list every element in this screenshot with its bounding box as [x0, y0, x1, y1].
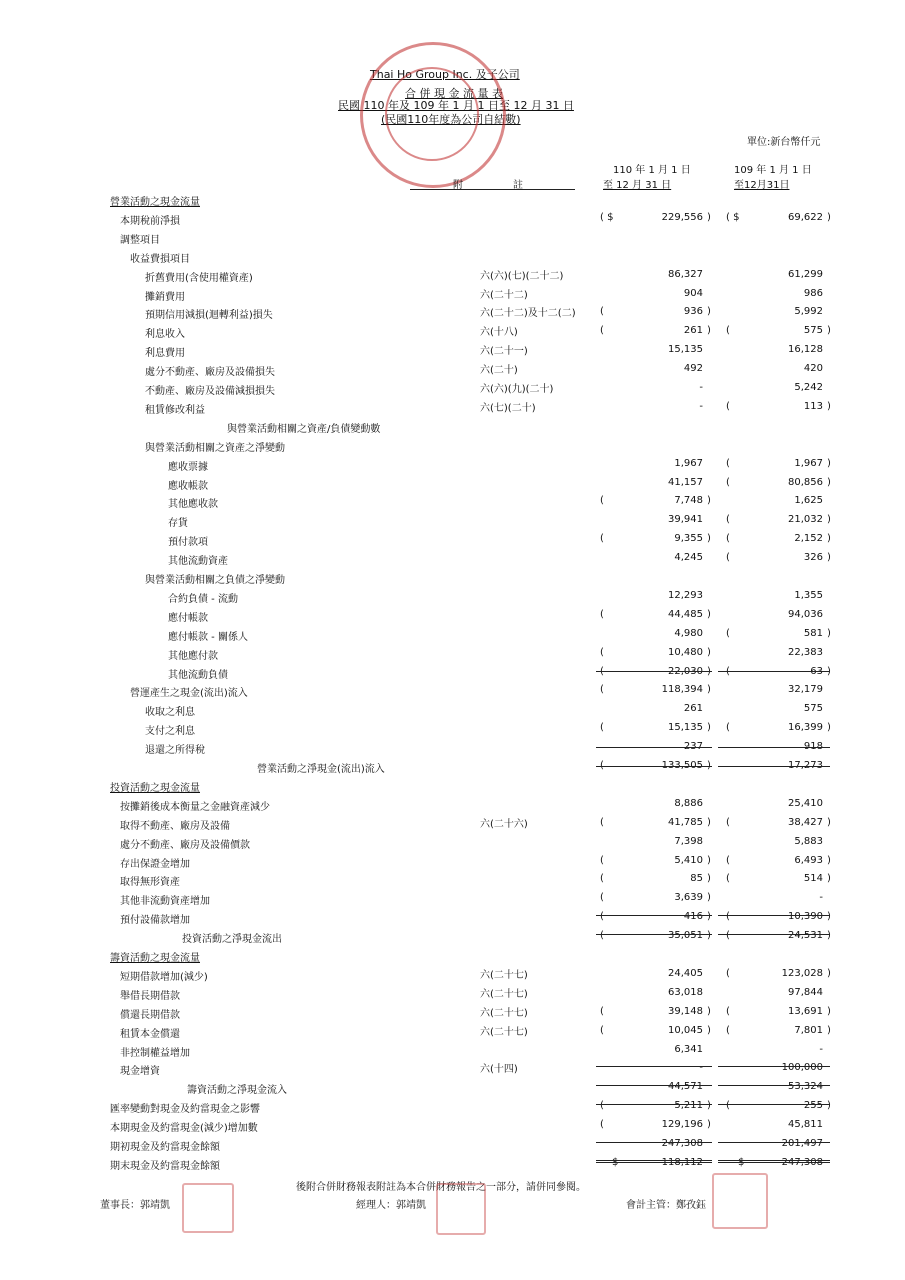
close-paren: ) [707, 212, 711, 223]
row-label: 應付帳款 [168, 613, 208, 624]
close-paren: ) [827, 968, 831, 979]
rule [596, 671, 712, 672]
close-paren: ) [707, 1006, 711, 1017]
close-paren: ) [707, 306, 711, 317]
rule [718, 1085, 830, 1086]
close-paren: ) [707, 1119, 711, 1130]
value-110: 1,967 [674, 458, 703, 469]
value-109: 2,152 [794, 533, 823, 544]
row-note: 六(十四) [480, 1064, 518, 1075]
manager-stamp-icon [436, 1183, 486, 1235]
col-110-header-2: 至 12 月 31 日 [603, 180, 672, 191]
close-paren: ) [827, 458, 831, 469]
close-paren: ) [827, 552, 831, 563]
open-paren: ( [726, 325, 730, 336]
value-109: 5,883 [794, 836, 823, 847]
period-title: 民國 110 年及 109 年 1 月 1 日至 12 月 31 日 [338, 99, 574, 112]
value-110: 4,980 [674, 628, 703, 639]
row-label: 取得無形資產 [120, 877, 180, 888]
col-110-header-1: 110 年 1 月 1 日 [613, 165, 691, 176]
row-label: 租賃修改利益 [145, 405, 205, 416]
row-label: 按攤銷後成本衡量之金融資產減少 [120, 802, 270, 813]
rule [596, 747, 712, 748]
value-110: 8,886 [674, 798, 703, 809]
open-paren: ( [726, 911, 730, 922]
close-paren: ) [707, 892, 711, 903]
value-110: 12,293 [668, 590, 703, 601]
value-110: 5,211 [674, 1100, 703, 1111]
col-109-header-1: 109 年 1 月 1 日 [734, 165, 812, 176]
close-paren: ) [707, 930, 711, 941]
close-paren: ) [707, 873, 711, 884]
row-label: 現金增資 [120, 1066, 160, 1077]
col-109-header-2: 至12月31日 [734, 180, 790, 191]
rule [596, 766, 712, 767]
rule [596, 1066, 712, 1067]
close-paren: ) [707, 495, 711, 506]
double-rule [596, 1160, 712, 1163]
row-label: 支付之利息 [145, 726, 195, 737]
value-109: 326 [803, 552, 823, 563]
open-paren: ( [600, 495, 604, 506]
value-109: 1,967 [794, 458, 823, 469]
close-paren: ) [827, 533, 831, 544]
value-110: 86,327 [668, 269, 703, 280]
value-109: 5,992 [794, 306, 823, 317]
close-paren: ) [827, 325, 831, 336]
row-label: 折舊費用(含使用權資產) [145, 273, 253, 284]
row-label: 處分不動產、廠房及設備價款 [120, 840, 250, 851]
statement-title: 合 併 現 金 流 量 表 [405, 87, 503, 100]
open-paren: ( [600, 647, 604, 658]
value-110: 44,485 [668, 609, 703, 620]
row-note: 六(二十七) [480, 1027, 528, 1038]
value-109: 38,427 [788, 817, 823, 828]
row-label: 預付款項 [168, 537, 208, 548]
row-label: 存貨 [168, 518, 188, 529]
row-label: 其他非流動資產增加 [120, 896, 210, 907]
value-110: 41,785 [668, 817, 703, 828]
rule [596, 1142, 712, 1143]
row-label: 存出保證金增加 [120, 859, 190, 870]
open-paren: ( [600, 892, 604, 903]
open-paren: ( [726, 873, 730, 884]
row-note: 六(二十七) [480, 970, 528, 981]
rule [718, 766, 830, 767]
dollar-sign: $ [612, 1157, 619, 1168]
value-109: 21,032 [788, 514, 823, 525]
open-paren: ( $ [726, 212, 740, 223]
value-110: 9,355 [674, 533, 703, 544]
close-paren: ) [827, 1100, 831, 1111]
value-110: - [699, 401, 703, 412]
company-name: Thai Ho Group Inc. 及子公司 [370, 68, 520, 81]
row-note: 六(七)(二十) [480, 403, 536, 414]
company-seal-icon [360, 42, 506, 188]
open-paren: ( [600, 1025, 604, 1036]
row-label: 應收帳款 [168, 481, 208, 492]
open-paren: ( [600, 760, 604, 771]
value-109: 80,856 [788, 477, 823, 488]
value-109: 97,844 [788, 987, 823, 998]
open-paren: ( [600, 911, 604, 922]
value-109: 17,273 [788, 760, 823, 771]
close-paren: ) [827, 1025, 831, 1036]
self-prepared-note: (民國110年度為公司自結數) [381, 113, 521, 126]
value-109: 100,000 [781, 1062, 823, 1073]
close-paren: ) [707, 647, 711, 658]
open-paren: ( [726, 1025, 730, 1036]
rule [596, 1085, 712, 1086]
value-110: - [699, 382, 703, 393]
close-paren: ) [827, 1006, 831, 1017]
chairman-signature: 董事長：郭靖凱 [100, 1200, 170, 1211]
row-note: 六(二十二) [480, 290, 528, 301]
value-109: 5,242 [794, 382, 823, 393]
value-109: 10,390 [788, 911, 823, 922]
close-paren: ) [827, 873, 831, 884]
close-paren: ) [707, 817, 711, 828]
open-paren: ( [726, 930, 730, 941]
rule [718, 915, 830, 916]
value-110: 129,196 [661, 1119, 703, 1130]
value-109: 45,811 [788, 1119, 823, 1130]
value-109: 16,128 [788, 344, 823, 355]
row-label: 利息收入 [145, 329, 185, 340]
dollar-sign: $ [738, 1157, 745, 1168]
row-label: 匯率變動對現金及約當現金之影響 [110, 1104, 260, 1115]
close-paren: ) [827, 911, 831, 922]
close-paren: ) [827, 628, 831, 639]
value-109: - [819, 892, 823, 903]
row-label: 預期信用減損(迴轉利益)損失 [145, 310, 273, 321]
manager-signature: 經理人：郭靖凱 [356, 1200, 426, 1211]
row-note: 六(二十二)及十二(二) [480, 308, 576, 319]
value-110: 416 [683, 911, 703, 922]
value-109: 25,410 [788, 798, 823, 809]
row-label: 租賃本金償還 [120, 1029, 180, 1040]
open-paren: ( [726, 855, 730, 866]
value-109: 1,625 [794, 495, 823, 506]
close-paren: ) [707, 722, 711, 733]
row-label: 收益費損項目 [130, 254, 190, 265]
close-paren: ) [707, 1100, 711, 1111]
close-paren: ) [707, 1025, 711, 1036]
value-110: 10,045 [668, 1025, 703, 1036]
open-paren: ( [726, 666, 730, 677]
rule [596, 1104, 712, 1105]
notes-column-header: 附 註 [453, 180, 523, 191]
currency-unit: 單位:新台幣仟元 [747, 137, 821, 148]
open-paren: ( [726, 1006, 730, 1017]
value-109: 113 [803, 401, 823, 412]
value-110: 44,571 [668, 1081, 703, 1092]
row-label: 償還長期借款 [120, 1010, 180, 1021]
value-109: 420 [803, 363, 823, 374]
value-110: - [699, 1062, 703, 1073]
value-110: 904 [683, 288, 703, 299]
open-paren: ( [600, 1100, 604, 1111]
row-label: 應收票據 [168, 462, 208, 473]
value-110: 3,639 [674, 892, 703, 903]
rule [718, 747, 830, 748]
rule [718, 1142, 830, 1143]
row-label: 舉借長期借款 [120, 991, 180, 1002]
rule [596, 934, 712, 935]
value-109: 24,531 [788, 930, 823, 941]
row-label: 期初現金及約當現金餘額 [110, 1142, 220, 1153]
open-paren: ( [600, 609, 604, 620]
close-paren: ) [827, 722, 831, 733]
open-paren: ( [726, 458, 730, 469]
open-paren: ( $ [600, 212, 614, 223]
row-label: 攤銷費用 [145, 292, 185, 303]
row-label: 利息費用 [145, 348, 185, 359]
close-paren: ) [827, 930, 831, 941]
close-paren: ) [827, 212, 831, 223]
close-paren: ) [707, 533, 711, 544]
row-label: 投資活動之淨現金流出 [182, 934, 282, 945]
value-109: 581 [803, 628, 823, 639]
close-paren: ) [707, 325, 711, 336]
value-109: 32,179 [788, 684, 823, 695]
open-paren: ( [726, 533, 730, 544]
value-110: 936 [683, 306, 703, 317]
value-110: 5,410 [674, 855, 703, 866]
value-109: 575 [803, 703, 823, 714]
row-label: 非控制權益增加 [120, 1048, 190, 1059]
value-109: 63 [810, 666, 823, 677]
value-110: 261 [683, 703, 703, 714]
value-110: 85 [690, 873, 703, 884]
accountant-stamp-icon [712, 1173, 768, 1229]
row-label: 其他流動資產 [168, 556, 228, 567]
row-label: 營業活動之淨現金(流出)流入 [257, 764, 385, 775]
value-110: 35,051 [668, 930, 703, 941]
value-110: 118,112 [661, 1157, 703, 1168]
open-paren: ( [600, 873, 604, 884]
open-paren: ( [600, 684, 604, 695]
chairman-stamp-icon [182, 1183, 234, 1233]
close-paren: ) [707, 760, 711, 771]
value-109: 16,399 [788, 722, 823, 733]
row-label: 收取之利息 [145, 707, 195, 718]
value-110: 237 [683, 741, 703, 752]
open-paren: ( [726, 817, 730, 828]
value-109: 123,028 [781, 968, 823, 979]
row-note: 六(二十一) [480, 346, 528, 357]
value-109: 514 [803, 873, 823, 884]
value-110: 133,505 [661, 760, 703, 771]
value-110: 261 [683, 325, 703, 336]
open-paren: ( [726, 1100, 730, 1111]
row-label: 籌資活動之現金流量 [110, 953, 200, 964]
value-109: - [819, 1044, 823, 1055]
close-paren: ) [827, 666, 831, 677]
close-paren: ) [707, 855, 711, 866]
row-note: 六(二十七) [480, 989, 528, 1000]
row-note: 六(二十) [480, 365, 518, 376]
row-label: 合約負債 - 流動 [168, 594, 238, 605]
row-label: 處分不動產、廠房及設備損失 [145, 367, 275, 378]
value-109: 13,691 [788, 1006, 823, 1017]
open-paren: ( [726, 552, 730, 563]
value-110: 118,394 [661, 684, 703, 695]
value-110: 7,398 [674, 836, 703, 847]
row-label: 退還之所得稅 [145, 745, 205, 756]
open-paren: ( [726, 514, 730, 525]
value-110: 492 [683, 363, 703, 374]
row-label: 營運產生之現金(流出)流入 [130, 688, 248, 699]
open-paren: ( [726, 401, 730, 412]
footer-note: 後附合併財務報表附註為本合併財務報告之一部分，請併同參閱。 [296, 1182, 586, 1193]
value-109: 6,493 [794, 855, 823, 866]
open-paren: ( [600, 533, 604, 544]
value-109: 94,036 [788, 609, 823, 620]
row-label: 其他流動負債 [168, 670, 228, 681]
close-paren: ) [827, 855, 831, 866]
open-paren: ( [600, 1006, 604, 1017]
row-label: 本期現金及約當現金(減少)增加數 [110, 1123, 258, 1134]
value-110: 63,018 [668, 987, 703, 998]
row-note: 六(六)(七)(二十二) [480, 271, 564, 282]
row-note: 六(十八) [480, 327, 518, 338]
open-paren: ( [600, 306, 604, 317]
value-110: 229,556 [661, 212, 703, 223]
value-109: 986 [803, 288, 823, 299]
close-paren: ) [827, 477, 831, 488]
row-label: 應付帳款 - 關係人 [168, 632, 248, 643]
row-note: 六(二十六) [480, 819, 528, 830]
close-paren: ) [827, 514, 831, 525]
value-110: 41,157 [668, 477, 703, 488]
open-paren: ( [600, 855, 604, 866]
value-110: 247,308 [661, 1138, 703, 1149]
open-paren: ( [726, 722, 730, 733]
value-109: 53,324 [788, 1081, 823, 1092]
open-paren: ( [726, 968, 730, 979]
value-110: 24,405 [668, 968, 703, 979]
value-110: 15,135 [668, 344, 703, 355]
row-label: 調整項目 [120, 235, 160, 246]
value-110: 10,480 [668, 647, 703, 658]
value-109: 69,622 [788, 212, 823, 223]
row-label: 取得不動產、廠房及設備 [120, 821, 230, 832]
row-label: 不動產、廠房及設備減損損失 [145, 386, 275, 397]
row-label: 籌資活動之淨現金流入 [187, 1085, 287, 1096]
close-paren: ) [707, 911, 711, 922]
close-paren: ) [707, 609, 711, 620]
rule [596, 915, 712, 916]
row-label: 與營業活動相關之負債之淨變動 [145, 575, 285, 586]
open-paren: ( [600, 325, 604, 336]
row-label: 其他應付款 [168, 651, 218, 662]
row-note: 六(二十七) [480, 1008, 528, 1019]
open-paren: ( [600, 1119, 604, 1130]
row-label: 其他應收款 [168, 499, 218, 510]
open-paren: ( [600, 722, 604, 733]
open-paren: ( [600, 930, 604, 941]
row-label: 期末現金及約當現金餘額 [110, 1161, 220, 1172]
row-label: 短期借款增加(減少) [120, 972, 208, 983]
rule [718, 934, 830, 935]
close-paren: ) [707, 666, 711, 677]
row-label: 營業活動之現金流量 [110, 197, 200, 208]
value-109: 575 [803, 325, 823, 336]
value-110: 39,941 [668, 514, 703, 525]
value-109: 918 [803, 741, 823, 752]
value-110: 4,245 [674, 552, 703, 563]
value-109: 61,299 [788, 269, 823, 280]
open-paren: ( [600, 817, 604, 828]
close-paren: ) [707, 684, 711, 695]
notes-header-rule [410, 189, 575, 190]
row-label: 與營業活動相關之資產之淨變動 [145, 443, 285, 454]
value-110: 22,030 [668, 666, 703, 677]
open-paren: ( [726, 628, 730, 639]
value-109: 1,355 [794, 590, 823, 601]
double-rule [718, 1160, 830, 1163]
value-110: 15,135 [668, 722, 703, 733]
row-label: 預付設備款增加 [120, 915, 190, 926]
row-label: 投資活動之現金流量 [110, 783, 200, 794]
row-note: 六(六)(九)(二十) [480, 384, 554, 395]
value-110: 6,341 [674, 1044, 703, 1055]
accountant-signature: 會計主管：鄭孜鈺 [626, 1200, 706, 1211]
value-109: 7,801 [794, 1025, 823, 1036]
value-109: 255 [803, 1100, 823, 1111]
open-paren: ( [600, 666, 604, 677]
value-110: 7,748 [674, 495, 703, 506]
rule [718, 1104, 830, 1105]
rule [718, 1066, 830, 1067]
value-109: 201,497 [781, 1138, 823, 1149]
close-paren: ) [827, 401, 831, 412]
value-109: 247,308 [781, 1157, 823, 1168]
row-label: 與營業活動相關之資產/負債變動數 [227, 424, 381, 435]
value-109: 22,383 [788, 647, 823, 658]
value-110: 39,148 [668, 1006, 703, 1017]
close-paren: ) [827, 817, 831, 828]
row-label: 本期稅前淨損 [120, 216, 180, 227]
open-paren: ( [726, 477, 730, 488]
rule [718, 671, 830, 672]
